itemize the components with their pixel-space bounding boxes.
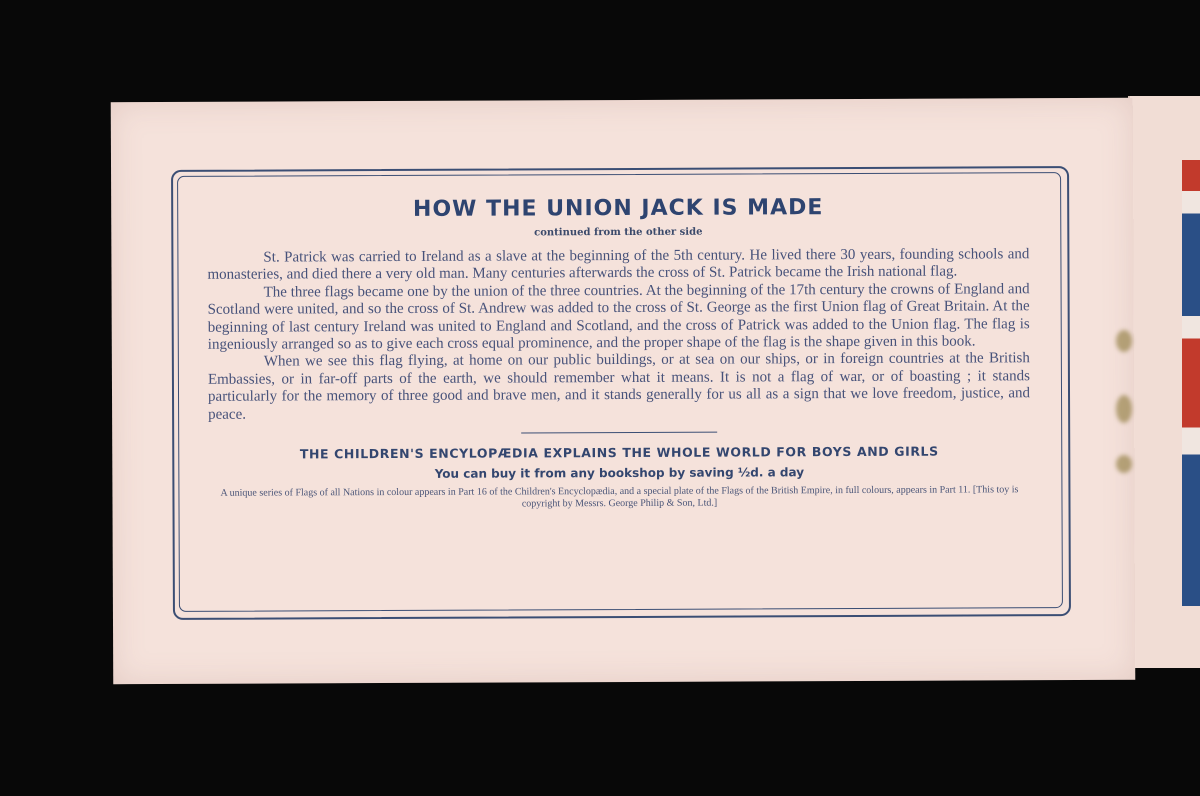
binding-stain: [1116, 395, 1132, 423]
page-content: [207, 194, 1030, 511]
paragraph-three-flags: The three flags became one by the union of the three countries. At the beginning of the 17th century the crowns of England and Scotland were united, and so the cross of St. Andrew was added to the cross of St. George as the first Union flag of Great Britain. At the beginning of last century Ireland was united to England and Scotland, and the cross of Patrick was added to the Union flag. The flag is ingeniously arranged so as to give each cross equal prominence, and the proper shape of the flag is the shape given in this book.: [207, 281, 1030, 353]
divider-rule: [521, 432, 717, 434]
binding-stain: [1116, 330, 1132, 352]
page-title: HOW THE UNION JACK IS MADE: [412, 195, 824, 222]
booklet-page: [111, 98, 1136, 684]
paragraph-st-patrick: St. Patrick was carried to Ireland as a slave at the beginning of the 5th century. He lived there 30 years, founding schools and monasteries, and died there a very old man. Many centuries afterwards the cross of St. Patrick became the Irish national flag.: [207, 246, 1030, 284]
page-subtitle: continued from the other side: [534, 226, 703, 239]
union-jack-flag-edge: [1182, 160, 1200, 606]
promo-heading: THE CHILDREN'S ENCYLOPÆDIA EXPLAINS THE WHOLE WORLD FOR BOYS AND GIRLS: [299, 443, 939, 462]
promo-subheading: You can buy it from any bookshop by saving ½d. a day: [434, 465, 805, 481]
paragraph-meaning: When we see this flag flying, at home on our public buildings, or at sea on our ships, or in foreign countries at the British Embassies, or in far-off parts of the earth, we should remember what it means. It is not a flag of war, or of boasting ; it stands particularly for the memory of three good and brave men, and it stands generally for us all as a sign that we love freedom, justice, and peace.: [207, 350, 1031, 423]
footnote-text: A unique series of Flags of all Nations in colour appears in Part 16 of the Children's Encyclopædia, and a special plate of the Flags of the British Empire, in full colours, appears in Part 11. [This toy is copyright by Messrs. George Philip & Son, Ltd.]: [220, 484, 1019, 510]
binding-stain: [1116, 455, 1132, 473]
